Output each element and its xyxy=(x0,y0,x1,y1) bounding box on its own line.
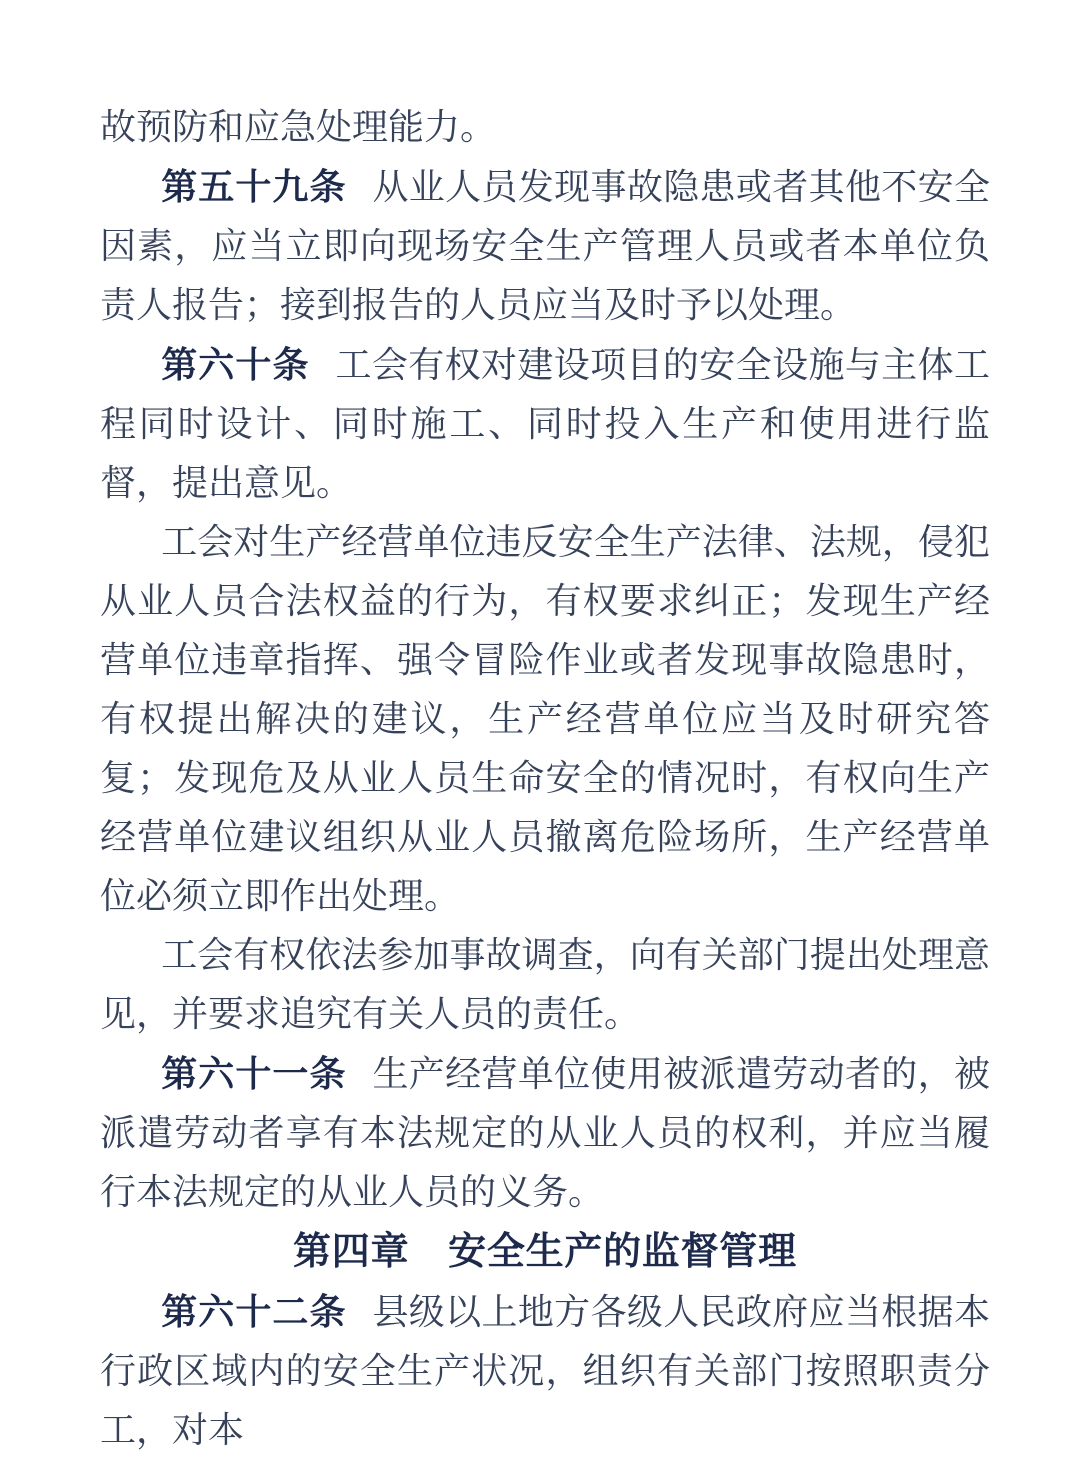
article-number: 第五十九条 xyxy=(161,166,347,207)
article-number: 第六十一条 xyxy=(161,1053,347,1094)
paragraph xyxy=(100,926,990,1044)
paragraph-text: 工会有权依法参加事故调查，向有关部门提出处理意见，并要求追究有关人员的责任。 xyxy=(100,935,990,1034)
paragraph-text: 故预防和应急处理能力。 xyxy=(100,107,497,147)
paragraph xyxy=(100,335,990,513)
paragraph xyxy=(100,98,990,157)
document-body xyxy=(100,98,990,1460)
paragraph-text: 从业人员发现事故隐患或者其他不安全因素，应当立即向现场安全生产管理人员或者本单位负责人报告；接到报告的人员应当及时予以处理。 xyxy=(100,167,990,325)
article-number: 第六十二条 xyxy=(161,1291,347,1332)
paragraph-text: 工会对生产经营单位违反安全生产法律、法规，侵犯从业人员合法权益的行为，有权要求纠正；发现生产经营单位违章指挥、强令冒险作业或者发现事故隐患时，有权提出解决的建议，生产经营单位应当及时研究答复；发现危及从业人员生命安全的情况时，有权向生产经营单位建议组织从业人员撤离危险场所，生产经营单位必须立即作出处理。 xyxy=(100,522,990,916)
paragraph xyxy=(100,513,990,926)
chapter-heading: 第四章 安全生产的监督管理 xyxy=(293,1231,797,1273)
paragraph xyxy=(100,1044,990,1222)
paragraph-text: 生产经营单位使用被派遣劳动者的，被派遣劳动者享有本法规定的从业人员的权利，并应当履行本法规定的从业人员的义务。 xyxy=(100,1054,990,1212)
paragraph xyxy=(100,157,990,335)
paragraph xyxy=(100,1282,990,1460)
article-number: 第六十条 xyxy=(161,344,310,385)
paragraph-text: 县级以上地方各级人民政府应当根据本行政区域内的安全生产状况，组织有关部门按照职责分工，对本 xyxy=(100,1292,990,1450)
paragraph-text: 工会有权对建设项目的安全设施与主体工程同时设计、同时施工、同时投入生产和使用进行监督，提出意见。 xyxy=(100,345,990,503)
